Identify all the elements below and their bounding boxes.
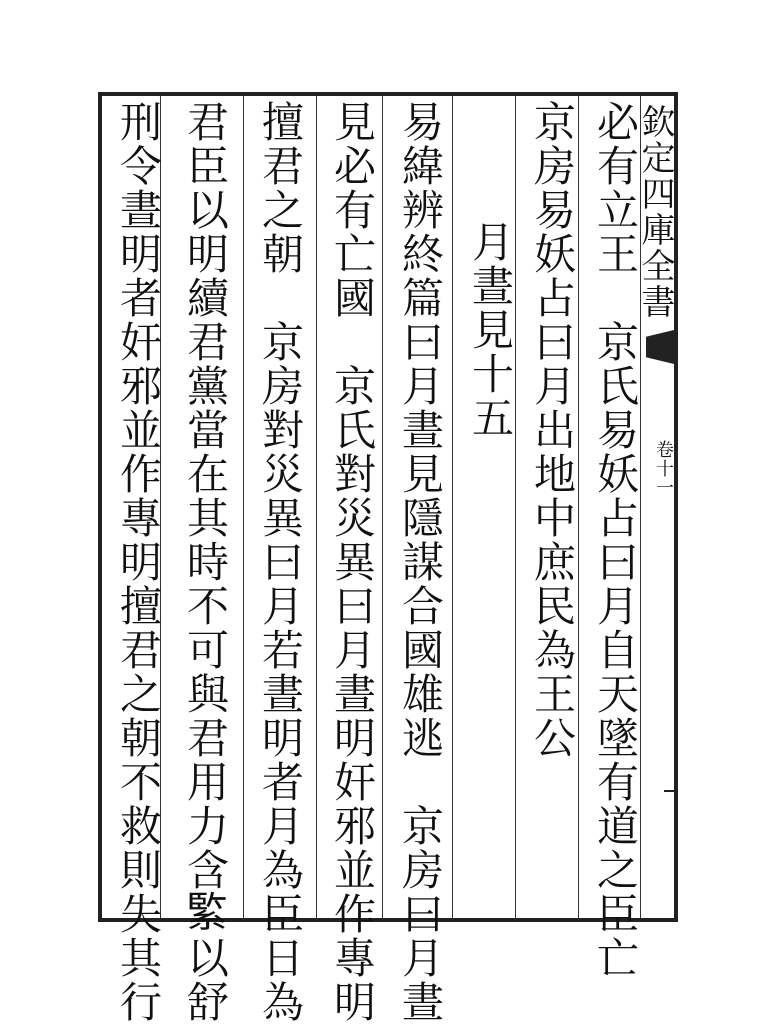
juan-number: 卷十一 bbox=[653, 440, 674, 497]
column-rule bbox=[316, 96, 317, 918]
text-column-2: 京房易妖占曰月出地中庶民為王公 bbox=[528, 100, 577, 760]
text-column-4: 易緯辨終篇曰月晝見隱謀合國雄逃 京房曰月晝 bbox=[396, 100, 445, 1024]
column-rule bbox=[452, 96, 453, 918]
text-column-5: 見必有亡國 京氏對災異曰月晝明奸邪並作專明 bbox=[328, 100, 377, 1024]
text-column-1: 必有立王 京氏易妖占曰月自天墜有道之臣亡 bbox=[591, 100, 640, 980]
margin-tick bbox=[664, 790, 678, 792]
text-column-7: 君臣以明續君黨當在其時不可與君用力含𦂳以舒 bbox=[181, 100, 230, 1024]
column-rule bbox=[243, 96, 244, 918]
text-column-8: 刑令晝明者奸邪並作專明擅君之朝不救則失其行 bbox=[114, 100, 163, 1024]
column-rule bbox=[382, 96, 383, 918]
book-title: 欽定四庫全書 bbox=[635, 104, 675, 320]
text-column-3: 月晝見十五 bbox=[466, 220, 515, 440]
text-column-6: 擅君之朝 京房對災異曰月若晝明者月為臣日為 bbox=[256, 100, 305, 1024]
